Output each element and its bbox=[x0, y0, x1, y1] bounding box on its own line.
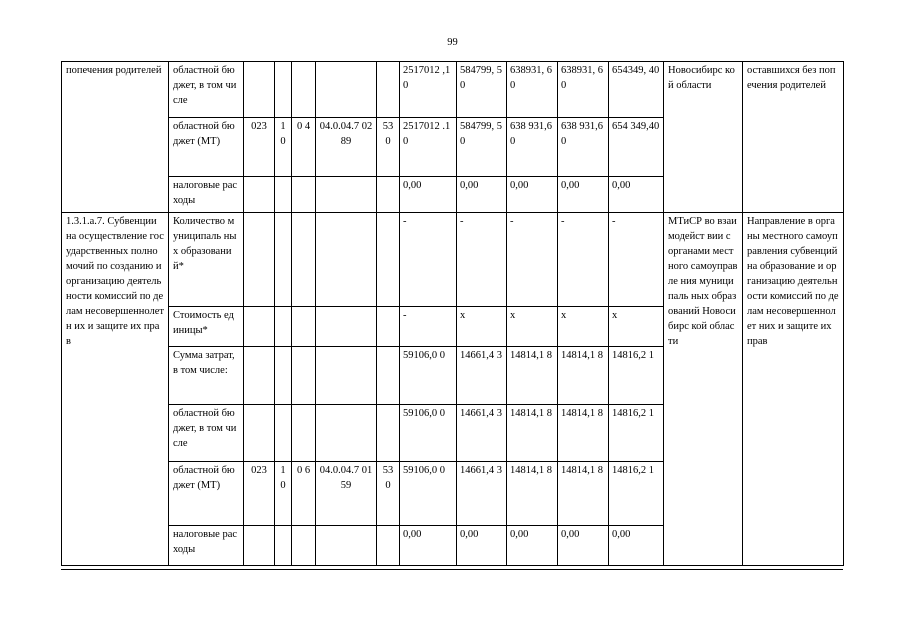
section-code-cell bbox=[275, 177, 292, 213]
value-total-cell: 59106,0 0 bbox=[400, 405, 457, 462]
value-year1-cell: 14661,4 3 bbox=[457, 347, 507, 405]
value-year1-cell: 0,00 bbox=[457, 526, 507, 566]
table-row bbox=[62, 213, 844, 307]
ministry-code-cell bbox=[244, 307, 275, 347]
subsection-code-cell: 0 6 bbox=[292, 462, 316, 526]
value-total-cell: 2517012 ,10 bbox=[400, 62, 457, 118]
value-year3-cell: 0,00 bbox=[558, 526, 609, 566]
value-year2-cell: - bbox=[507, 213, 558, 307]
value-year4-cell: 14816,2 1 bbox=[609, 462, 664, 526]
subsection-code-cell bbox=[292, 526, 316, 566]
ministry-code-cell: 023 bbox=[244, 118, 275, 177]
target-article-cell: 04.0.04.7 0289 bbox=[316, 118, 377, 177]
budget-table bbox=[61, 61, 844, 566]
value-total-cell: 59106,0 0 bbox=[400, 462, 457, 526]
expense-type-cell: 53 0 bbox=[377, 462, 400, 526]
value-year4-cell: - bbox=[609, 213, 664, 307]
value-total-cell: 0,00 bbox=[400, 177, 457, 213]
expense-type-cell bbox=[377, 62, 400, 118]
subsection-code-cell bbox=[292, 307, 316, 347]
section-code-cell bbox=[275, 526, 292, 566]
expense-type-cell bbox=[377, 347, 400, 405]
ministry-code-cell bbox=[244, 405, 275, 462]
target-article-cell bbox=[316, 526, 377, 566]
value-year4-cell: 654 349,40 bbox=[609, 118, 664, 177]
value-year4-cell: 0,00 bbox=[609, 526, 664, 566]
target-article-cell bbox=[316, 62, 377, 118]
table-row bbox=[62, 62, 844, 118]
value-year3-cell: 14814,1 8 bbox=[558, 405, 609, 462]
value-year3-cell: 638 931,60 bbox=[558, 118, 609, 177]
indicator-cell: Сумма затрат, в том числе: bbox=[169, 347, 244, 405]
value-year4-cell: x bbox=[609, 307, 664, 347]
value-year1-cell: - bbox=[457, 213, 507, 307]
value-total-cell: 59106,0 0 bbox=[400, 347, 457, 405]
ministry-code-cell bbox=[244, 177, 275, 213]
value-year2-cell: 14814,1 8 bbox=[507, 462, 558, 526]
section-code-cell bbox=[275, 307, 292, 347]
expense-type-cell bbox=[377, 526, 400, 566]
value-year2-cell: 638 931,60 bbox=[507, 118, 558, 177]
value-year3-cell: 14814,1 8 bbox=[558, 462, 609, 526]
indicator-cell: налоговые расходы bbox=[169, 177, 244, 213]
target-article-cell bbox=[316, 405, 377, 462]
executor-cell: МТиСР во взаимодейст вии с органами местного самоуправле ния муниципаль ных образований Новосибирс кой области bbox=[664, 213, 743, 566]
expense-type-cell bbox=[377, 405, 400, 462]
value-year2-cell: x bbox=[507, 307, 558, 347]
value-year2-cell: 638931, 60 bbox=[507, 62, 558, 118]
expected-result-cell: Направление в органы местного самоуправления субвенций на образование и организацию деятельности комиссий по делам несовершеннолет них и защите их прав bbox=[743, 213, 844, 566]
measure-description-cell: 1.3.1.а.7. Субвенции на осуществление государственных полномочий по созданию и организацию деятельности комиссий по делам несовершеннолетн их и защите их прав bbox=[62, 213, 169, 566]
target-article-cell bbox=[316, 213, 377, 307]
subsection-code-cell bbox=[292, 177, 316, 213]
value-year1-cell: x bbox=[457, 307, 507, 347]
value-year1-cell: 14661,4 3 bbox=[457, 462, 507, 526]
target-article-cell bbox=[316, 177, 377, 213]
value-year3-cell: 0,00 bbox=[558, 177, 609, 213]
subsection-code-cell bbox=[292, 347, 316, 405]
value-year4-cell: 14816,2 1 bbox=[609, 405, 664, 462]
executor-cell: Новосибирс кой области bbox=[664, 62, 743, 213]
ministry-code-cell bbox=[244, 347, 275, 405]
expense-type-cell bbox=[377, 213, 400, 307]
value-year3-cell: x bbox=[558, 307, 609, 347]
value-year2-cell: 0,00 bbox=[507, 177, 558, 213]
ministry-code-cell bbox=[244, 62, 275, 118]
expense-type-cell bbox=[377, 307, 400, 347]
indicator-cell: областной бюджет (МТ) bbox=[169, 462, 244, 526]
indicator-cell: областной бюджет, в том числе bbox=[169, 405, 244, 462]
expense-type-cell bbox=[377, 177, 400, 213]
target-article-cell bbox=[316, 307, 377, 347]
ministry-code-cell: 023 bbox=[244, 462, 275, 526]
section-code-cell bbox=[275, 405, 292, 462]
value-year1-cell: 14661,4 3 bbox=[457, 405, 507, 462]
target-article-cell bbox=[316, 347, 377, 405]
subsection-code-cell bbox=[292, 405, 316, 462]
expected-result-cell: оставшихся без попечения родителей bbox=[743, 62, 844, 213]
section-code-cell: 1 0 bbox=[275, 462, 292, 526]
section-code-cell bbox=[275, 62, 292, 118]
ministry-code-cell bbox=[244, 213, 275, 307]
value-year2-cell: 0,00 bbox=[507, 526, 558, 566]
value-year1-cell: 584799, 50 bbox=[457, 62, 507, 118]
indicator-cell: Количество муниципаль ных образовани й* bbox=[169, 213, 244, 307]
page-number: 99 bbox=[447, 37, 458, 48]
value-total-cell: 0,00 bbox=[400, 526, 457, 566]
value-total-cell: - bbox=[400, 307, 457, 347]
indicator-cell: Стоимость единицы* bbox=[169, 307, 244, 347]
value-year1-cell: 584799, 50 bbox=[457, 118, 507, 177]
expense-type-cell: 53 0 bbox=[377, 118, 400, 177]
value-year4-cell: 654349, 40 bbox=[609, 62, 664, 118]
indicator-cell: налоговые расходы bbox=[169, 526, 244, 566]
subsection-code-cell: 0 4 bbox=[292, 118, 316, 177]
value-year2-cell: 14814,1 8 bbox=[507, 347, 558, 405]
value-year3-cell: - bbox=[558, 213, 609, 307]
ministry-code-cell bbox=[244, 526, 275, 566]
section-code-cell: 1 0 bbox=[275, 118, 292, 177]
value-year1-cell: 0,00 bbox=[457, 177, 507, 213]
measure-description-cell: попечения родителей bbox=[62, 62, 169, 213]
value-total-cell: - bbox=[400, 213, 457, 307]
subsection-code-cell bbox=[292, 213, 316, 307]
table-bottom-border bbox=[61, 569, 843, 570]
value-year3-cell: 638931, 60 bbox=[558, 62, 609, 118]
value-year3-cell: 14814,1 8 bbox=[558, 347, 609, 405]
value-year2-cell: 14814,1 8 bbox=[507, 405, 558, 462]
target-article-cell: 04.0.04.7 0159 bbox=[316, 462, 377, 526]
subsection-code-cell bbox=[292, 62, 316, 118]
indicator-cell: областной бюджет, в том числе bbox=[169, 62, 244, 118]
table-body bbox=[62, 62, 844, 566]
indicator-cell: областной бюджет (МТ) bbox=[169, 118, 244, 177]
value-year4-cell: 14816,2 1 bbox=[609, 347, 664, 405]
value-total-cell: 2517012 .10 bbox=[400, 118, 457, 177]
value-year4-cell: 0,00 bbox=[609, 177, 664, 213]
section-code-cell bbox=[275, 347, 292, 405]
section-code-cell bbox=[275, 213, 292, 307]
